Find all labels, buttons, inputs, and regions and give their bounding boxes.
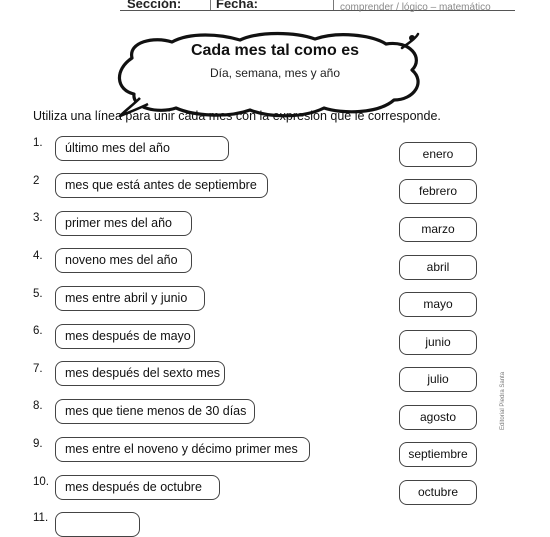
month-box[interactable]: enero — [399, 142, 477, 167]
item-number: 7. — [33, 363, 43, 375]
month-box[interactable]: septiembre — [399, 442, 477, 467]
expression-box[interactable]: primer mes del año — [55, 211, 192, 236]
item-number: 11. — [33, 512, 49, 524]
expression-box[interactable]: último mes del año — [55, 136, 229, 161]
section-label: Sección: — [127, 0, 182, 11]
month-box[interactable]: marzo — [399, 217, 477, 242]
item-number: 1. — [33, 137, 43, 149]
header-separator — [333, 0, 334, 10]
instruction-text: Utiliza una línea para unir cada mes con la expresión que le corresponde. — [33, 109, 441, 123]
expression-box[interactable]: mes entre abril y junio — [55, 286, 205, 311]
item-number: 3. — [33, 212, 43, 224]
item-number: 4. — [33, 250, 43, 262]
month-box[interactable]: abril — [399, 255, 477, 280]
month-box[interactable]: junio — [399, 330, 477, 355]
expression-box[interactable]: mes después del sexto mes — [55, 361, 225, 386]
expression-box[interactable]: noveno mes del año — [55, 248, 192, 273]
date-label: Fecha: — [216, 0, 258, 11]
expression-box[interactable]: mes después de octubre — [55, 475, 220, 500]
month-box[interactable]: julio — [399, 367, 477, 392]
item-number: 6. — [33, 325, 43, 337]
expression-box[interactable]: mes entre el noveno y décimo primer mes — [55, 437, 310, 462]
header-competency: comprender / lógico – matemático — [340, 2, 491, 13]
month-box[interactable]: agosto — [399, 405, 477, 430]
month-box[interactable]: octubre — [399, 480, 477, 505]
item-number: 8. — [33, 400, 43, 412]
publisher-credit: Editorial Piedra Santa — [500, 371, 506, 430]
item-number: 2 — [33, 175, 40, 187]
worksheet-subtitle: Día, semana, mes y año — [209, 66, 341, 80]
expression-box[interactable] — [55, 512, 140, 537]
month-box[interactable]: mayo — [399, 292, 477, 317]
expression-box[interactable]: mes después de mayo — [55, 324, 195, 349]
item-number: 5. — [33, 288, 43, 300]
expression-box[interactable]: mes que tiene menos de 30 días — [55, 399, 255, 424]
worksheet-title: Cada mes tal como es — [190, 42, 360, 59]
item-number: 9. — [33, 438, 43, 450]
month-box[interactable]: febrero — [399, 179, 477, 204]
item-number: 10. — [33, 476, 49, 488]
header-separator — [210, 0, 211, 10]
expression-box[interactable]: mes que está antes de septiembre — [55, 173, 268, 198]
